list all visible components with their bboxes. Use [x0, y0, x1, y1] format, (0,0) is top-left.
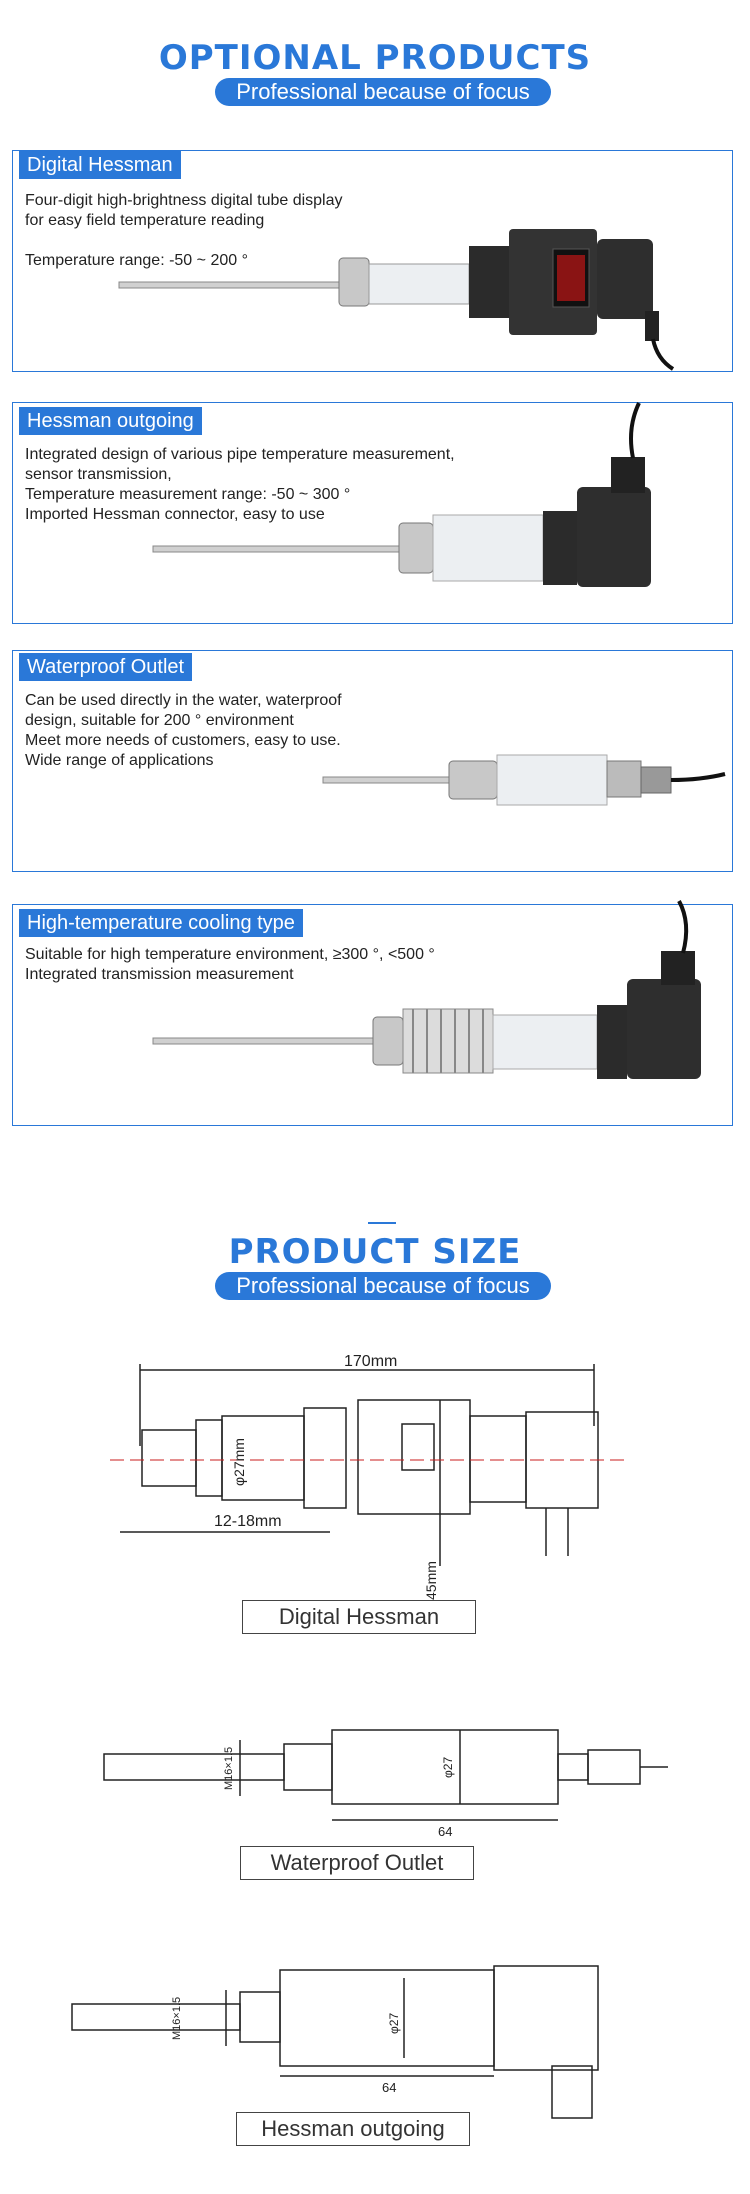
dim-length: 64: [382, 2080, 397, 2095]
hessman-outgoing-product-image: [13, 403, 734, 625]
product-description: Can be used directly in the water, waterproof design, suitable for 200 ° environment Meet more needs of customers, easy to use. Wide range of applications: [25, 692, 342, 769]
optional-products-subtitle: Professional because of focus: [215, 78, 551, 106]
product-card-hessman-outgoing: [12, 402, 733, 624]
dim-thread: M16×1.5: [223, 1746, 235, 1790]
product-size-subtitle: Professional because of focus: [215, 1272, 551, 1300]
dim-length: 64: [438, 1824, 453, 1839]
product-description: Suitable for high temperature environment, ≥300 °, <500 ° Integrated transmission measurement: [25, 946, 435, 983]
section-divider: [368, 1222, 396, 1224]
dim-thread: M16×1.5: [171, 1996, 183, 2040]
dim-length: 170mm: [344, 1353, 398, 1370]
product-description: Four-digit high-brightness digital tube display for easy field temperature reading Temperature range: -50 ~ 200 °: [25, 192, 343, 269]
waterproof-outlet-dimension-drawing: [0, 1710, 750, 1860]
cooling-type-product-image: [13, 905, 734, 1127]
product-title: Waterproof Outlet: [19, 653, 192, 681]
drawing-label-digital-hessman: Digital Hessman: [242, 1600, 476, 1634]
hessman-outgoing-dimension-drawing: [0, 1960, 750, 2130]
dim-diameter: φ27: [441, 1756, 455, 1778]
product-description: Integrated design of various pipe temperature measurement, sensor transmission, Temperature measurement range: -50 ~ 300 ° Imported Hessman connector, easy to use: [25, 446, 455, 523]
drawing-label-hessman-outgoing: Hessman outgoing: [236, 2112, 470, 2146]
dim-diameter: φ27mm: [231, 1438, 247, 1486]
waterproof-outlet-product-image: [13, 651, 734, 873]
dim-height: 45mm: [423, 1561, 439, 1600]
product-card-high-temperature-cooling: [12, 904, 733, 1126]
digital-hessman-product-image: [13, 151, 734, 373]
digital-hessman-dimension-drawing: [0, 1336, 750, 1616]
product-title: Hessman outgoing: [19, 407, 202, 435]
dim-diameter: φ27: [387, 2012, 401, 2034]
drawing-label-waterproof-outlet: Waterproof Outlet: [240, 1846, 474, 1880]
product-size-title: PRODUCT SIZE: [228, 1232, 522, 1272]
optional-products-title: OPTIONAL PRODUCTS: [158, 38, 592, 78]
product-card-digital-hessman: [12, 150, 733, 372]
dim-thread: 12-18mm: [214, 1513, 282, 1530]
product-card-waterproof-outlet: [12, 650, 733, 872]
product-title: High-temperature cooling type: [19, 909, 303, 937]
product-title: Digital Hessman: [19, 151, 181, 179]
